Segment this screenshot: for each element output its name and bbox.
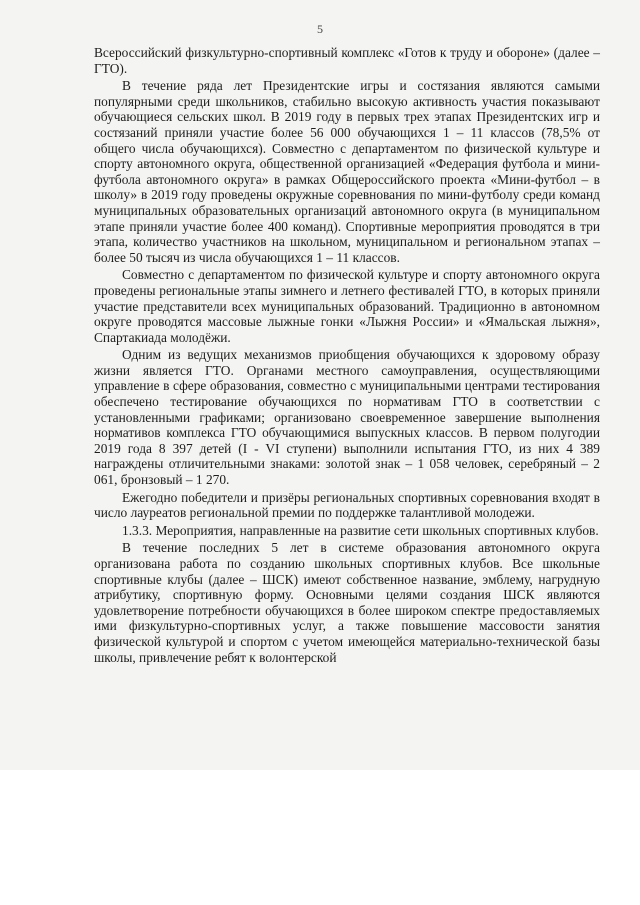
blank-area [0, 770, 640, 905]
page-number: 5 [317, 22, 323, 36]
paragraph: В течение последних 5 лет в системе образования автономного округа организована работа по созданию школьных спортивных клубов. Все школьные спортивные клубы (далее – ШСК) имеют собственное название, эмблему, нагрудную атрибутику, спортивную форму. Основными целями создания ШСК являются удовлетворение потребности обучающихся в более широком спектре предоставляемых ими физкультурно-спортивных услуг, а также повышение массовости занятия физической культурой и спортом с учетом имеющейся материально-технической базы школы, привлечение ребят к волонтерской [94, 540, 600, 665]
section-heading: 1.3.3. Мероприятия, направленные на развитие сети школьных спортивных клубов. [122, 522, 599, 538]
paragraph: Ежегодно победители и призёры региональных спортивных соревнования входят в число лауреатов региональной премии по поддержке талантливой молодежи. [94, 489, 600, 521]
paragraph: Всероссийский физкультурно-спортивный комплекс «Готов к труду и обороне» (далее – ГТО). [94, 45, 600, 76]
paragraph: Одним из ведущих механизмов приобщения обучающихся к здоровому образу жизни является ГТО. Органами местного самоуправления, осуществляющими управление в сфере образования, совместно с муниципальными центрами тестирования обеспечено тестирование обучающихся по нормативам ГТО в соответствии с установленными графиками; организовано своевременное завершение выполнения нормативов комплекса ГТО обучающимися выпускных классов. В первом полугодии 2019 года 8 397 детей (I - VI ступени) выполнили испытания ГТО, из них 4 389 награждены отличительными знаками: золотой знак – 1 058 человек, серебряный – 2 061, бронзовый – 1 270. [94, 347, 600, 488]
paragraph: В течение ряда лет Президентские игры и состязания являются самыми популярными среди школьников, стабильно высокую активность участия показывают обучающиеся сельских школ. В 2019 году в первых трех этапах Президентских игр и состязаний приняли участие более 56 000 обучающихся 1 – 11 классов (78,5% от общего числа обучающихся). Совместно с департаментом по физической культуре и спорту автономного округа, общественной организацией «Федерация футбола и мини-футбола автономного округа» в рамках Общероссийского проекта «Мини-футбол – в школу» в 2019 году проведены окружные соревнования по мини-футболу среди команд муниципальных образовательных организаций автономного округа (в муниципальном этапе приняли участие более 400 команд). Спортивные мероприятия проводятся в три этапа, количество участников на школьном, муниципальном и региональном этапах – более 50 тысяч из числа обучающихся 1 – 11 классов. [94, 78, 600, 265]
body-text [94, 45, 600, 667]
paragraph: Совместно с департаментом по физической культуре и спорту автономного округа проведены региональные этапы зимнего и летнего фестивалей ГТО, в которых приняли участие представители всех муниципальных образований. Традиционно в автономном округе проводятся массовые лыжные гонки «Лыжня России» и «Ямальская лыжня», Спартакиада молодёжи. [94, 267, 600, 345]
